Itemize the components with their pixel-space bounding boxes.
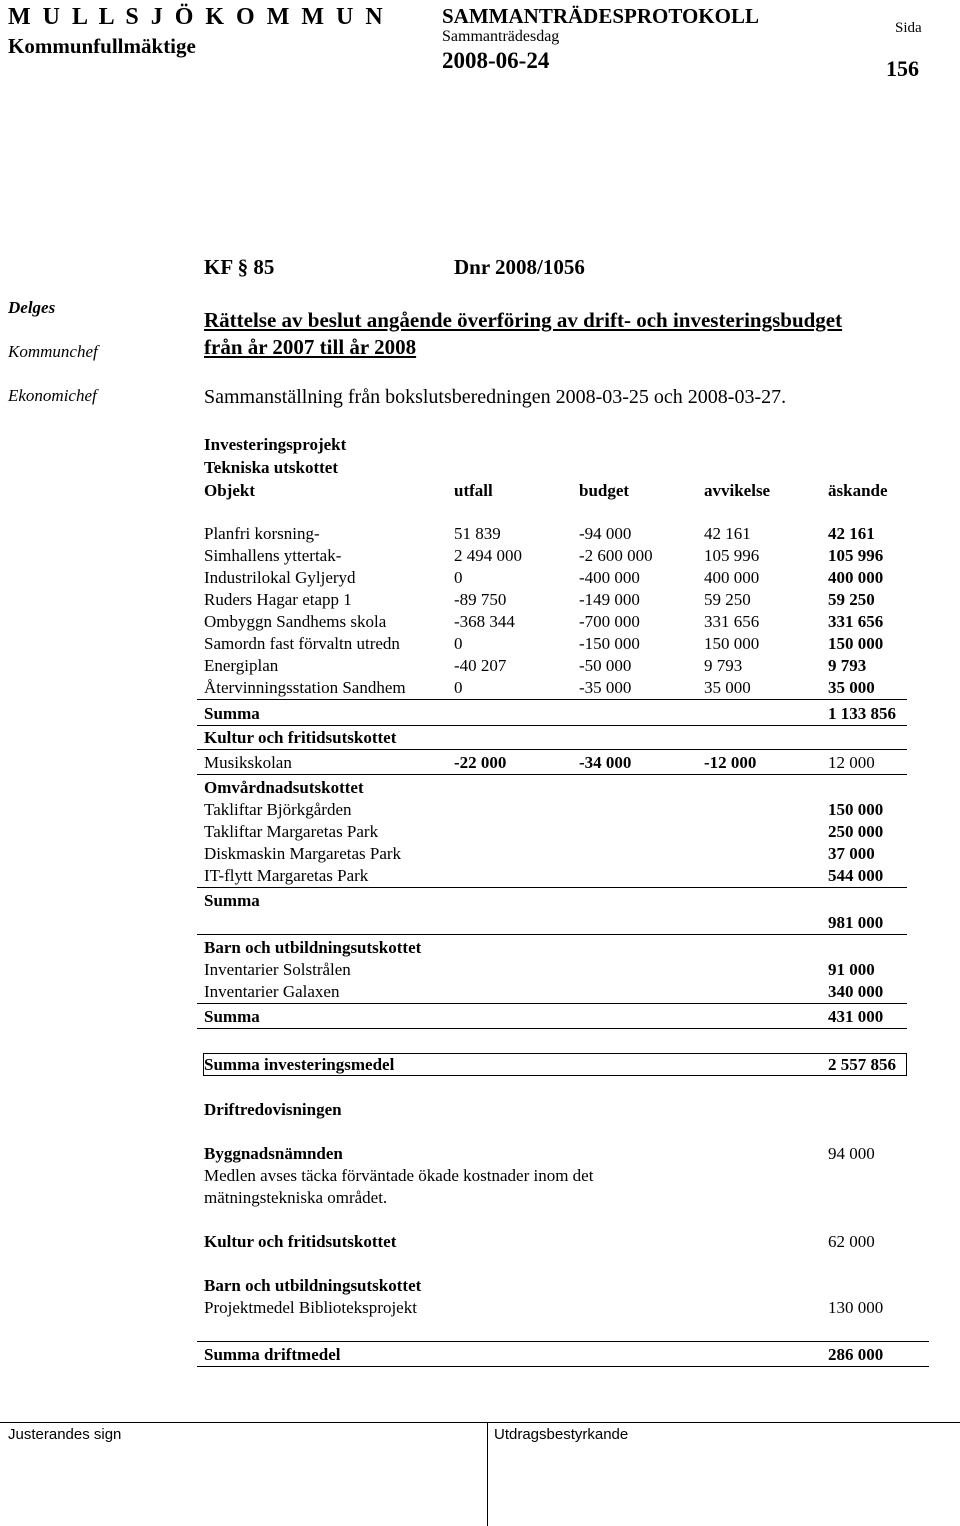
section-heading: Omvårdnadsutskottet: [204, 778, 364, 797]
column-header: avvikelse: [704, 481, 771, 500]
row-utfall: 0: [454, 678, 463, 697]
row-askande: 35 000: [828, 678, 875, 697]
row-budget: -94 000: [579, 524, 632, 543]
row-utfall: -89 750: [454, 590, 507, 609]
sum-value: 431 000: [828, 1007, 884, 1026]
row-avvikelse: 105 996: [704, 546, 760, 565]
row-budget: -2 600 000: [579, 546, 653, 565]
row-avvikelse: 59 250: [704, 590, 751, 609]
row-budget: -50 000: [579, 656, 632, 675]
row-avvikelse: -12 000: [704, 753, 757, 772]
divider-line: [197, 699, 907, 700]
row-avvikelse: 9 793: [704, 656, 743, 675]
row-object: Ombyggn Sandhems skola: [204, 612, 387, 631]
row-utfall: 51 839: [454, 524, 501, 543]
footer-line: [0, 1422, 960, 1423]
drift-value: 94 000: [828, 1144, 875, 1163]
row-askande: 105 996: [828, 546, 884, 565]
note-text: Medlen avses täcka förväntade ökade kostnader inom det: [204, 1166, 594, 1185]
total-investment-label: Summa investeringsmedel: [204, 1055, 395, 1074]
row-avvikelse: 35 000: [704, 678, 751, 697]
divider-line: [197, 1366, 929, 1367]
row-budget: -149 000: [579, 590, 640, 609]
column-header: budget: [579, 481, 630, 500]
column-header: äskande: [828, 481, 888, 500]
sum-value: 981 000: [828, 913, 884, 932]
row-askande: 9 793: [828, 656, 867, 675]
sum-label: Summa: [204, 891, 260, 910]
row-avvikelse: 150 000: [704, 634, 760, 653]
divider-line: [197, 1003, 907, 1004]
recipient: Kommunchef: [8, 342, 98, 361]
divider-line: [197, 774, 907, 775]
drift-value: 130 000: [828, 1298, 884, 1317]
date-label: Sammanträdesdag: [442, 28, 560, 45]
row-object: Inventarier Galaxen: [204, 982, 340, 1001]
row-object: Takliftar Björkgården: [204, 800, 352, 819]
section-heading: Investeringsprojekt: [204, 435, 347, 454]
row-askande: 250 000: [828, 822, 884, 841]
note-text: mätningstekniska området.: [204, 1188, 388, 1207]
title-line-1: Rättelse av beslut angående överföring av drift- och investeringsbudget: [204, 308, 843, 332]
row-askande: 59 250: [828, 590, 875, 609]
sum-label: Summa: [204, 704, 260, 723]
row-avvikelse: 42 161: [704, 524, 751, 543]
section-heading: Barn och utbildningsutskottet: [204, 938, 422, 957]
section-heading: Byggnadsnämnden: [204, 1144, 343, 1163]
page-label: Sida: [895, 20, 922, 36]
divider-line: [197, 934, 907, 935]
row-utfall: -40 207: [454, 656, 507, 675]
row-utfall: 0: [454, 568, 463, 587]
row-object: Projektmedel Biblioteksprojekt: [204, 1298, 417, 1317]
row-object: Inventarier Solstrålen: [204, 960, 351, 979]
committee-heading: Tekniska utskottet: [204, 458, 338, 477]
row-object: Samordn fast förvaltn utredn: [204, 634, 400, 653]
row-budget: -34 000: [579, 753, 632, 772]
document-type: SAMMANTRÄDESPROTOKOLL: [442, 4, 759, 28]
sum-value: 1 133 856: [828, 704, 896, 723]
total-drift-value: 286 000: [828, 1345, 884, 1364]
divider-line: [197, 725, 907, 726]
row-utfall: -368 344: [454, 612, 515, 631]
divider-line: [197, 749, 907, 750]
diary-number: Dnr 2008/1056: [454, 255, 585, 279]
row-utfall: 2 494 000: [454, 546, 522, 565]
row-utfall: 0: [454, 634, 463, 653]
row-object: Ruders Hagar etapp 1: [204, 590, 352, 609]
row-utfall: -22 000: [454, 753, 507, 772]
row-askande: 331 656: [828, 612, 884, 631]
row-object: Takliftar Margaretas Park: [204, 822, 379, 841]
intro-text: Sammanställning från bokslutsberedningen 2008-03-25 och 2008-03-27.: [204, 386, 787, 408]
row-object: Diskmaskin Margaretas Park: [204, 844, 402, 863]
row-object: Musikskolan: [204, 753, 292, 772]
total-investment-value: 2 557 856: [828, 1055, 896, 1074]
row-askande: 150 000: [828, 634, 884, 653]
row-askande: 150 000: [828, 800, 884, 819]
footer-divider: [487, 1422, 488, 1526]
row-askande: 91 000: [828, 960, 875, 979]
row-object: Industrilokal Gyljeryd: [204, 568, 356, 587]
row-askande: 544 000: [828, 866, 884, 885]
divider-line: [197, 887, 907, 888]
title-line-2: från år 2007 till år 2008: [204, 335, 417, 359]
sum-label: Summa: [204, 1007, 260, 1026]
row-object: IT-flytt Margaretas Park: [204, 866, 369, 885]
total-drift-label: Summa driftmedel: [204, 1345, 341, 1364]
row-avvikelse: 331 656: [704, 612, 760, 631]
row-budget: -150 000: [579, 634, 640, 653]
row-object: Simhallens yttertak-: [204, 546, 342, 565]
row-askande: 340 000: [828, 982, 884, 1001]
body-name: Kommunfullmäktige: [8, 34, 196, 58]
meeting-date: 2008-06-24: [442, 48, 550, 73]
recipient: Ekonomichef: [8, 386, 97, 405]
divider-line: [197, 1341, 929, 1342]
row-askande: 42 161: [828, 524, 875, 543]
signature-label: Justerandes sign: [8, 1426, 122, 1443]
row-object: Återvinningsstation Sandhem: [204, 678, 406, 697]
column-header: Objekt: [204, 481, 255, 500]
drift-value: 62 000: [828, 1232, 875, 1251]
municipality-name: M U L L S J Ö K O M M U N: [8, 4, 386, 30]
row-budget: -400 000: [579, 568, 640, 587]
divider-line: [197, 1028, 907, 1029]
row-askande: 37 000: [828, 844, 875, 863]
row-object: Energiplan: [204, 656, 279, 675]
section-heading: Driftredovisningen: [204, 1100, 342, 1119]
row-budget: -700 000: [579, 612, 640, 631]
row-avvikelse: 400 000: [704, 568, 760, 587]
section-heading: Kultur och fritidsutskottet: [204, 1232, 397, 1251]
section-heading: Barn och utbildningsutskottet: [204, 1276, 422, 1295]
row-askande: 400 000: [828, 568, 884, 587]
row-object: Planfri korsning-: [204, 524, 320, 543]
section-heading: Kultur och fritidsutskottet: [204, 728, 397, 747]
certification-label: Utdragsbestyrkande: [494, 1426, 629, 1443]
paragraph-number: KF § 85: [204, 255, 275, 279]
page-number: 156: [886, 56, 919, 81]
row-budget: -35 000: [579, 678, 632, 697]
delges-label: Delges: [8, 298, 56, 317]
row-askande: 12 000: [828, 753, 875, 772]
column-header: utfall: [454, 481, 493, 500]
